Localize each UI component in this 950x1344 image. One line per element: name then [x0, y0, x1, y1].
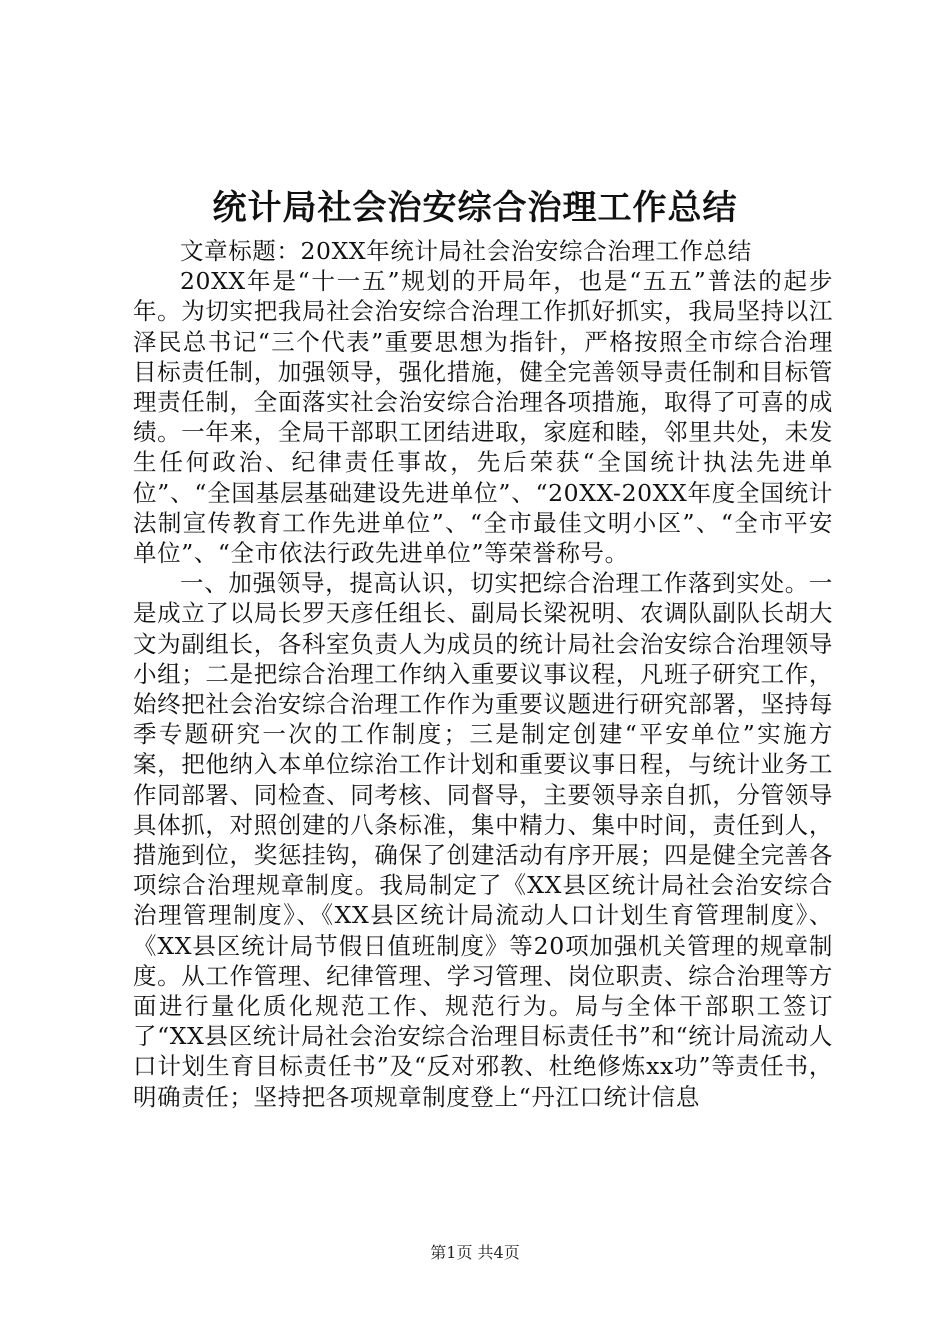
page-footer: 第1页 共4页	[430, 1243, 520, 1262]
document-title: 统计局社会治安综合治理工作总结	[212, 188, 738, 228]
article-title-line: 文章标题：20XX年统计局社会治安综合治理工作总结	[180, 237, 752, 265]
paragraph-intro: 20XX年是“十一五”规划的开局年，也是“五五”普法的起步年。为切实把我局社会治安综合治理工作抓好抓实，我局坚持以江泽民总书记“三个代表”重要思想为指针，严格按照全市综合治理目标责任制，加强领导，强化措施，健全完善领导责任制和目标管理责任制，全面落实社会治安综合治理各项措施，取得了可喜的成绩。一年来，全局干部职工团结进取，家庭和睦，邻里共处，未发生任何政治、纪律责任事故，先后荣获“全国统计执法先进单位”、“全国基层基础建设先进单位”、“20XX-20XX年度全国统计法制宣传教育工作先进单位”、“全市最佳文明小区”、“全市平安单位”、“全市依法行政先进单位”等荣誉称号。	[133, 267, 833, 568]
paragraph-section-one: 一、加强领导，提高认识，切实把综合治理工作落到实处。一是成立了以局长罗天彦任组长、副局长梁祝明、农调队副队长胡大文为副组长，各科室负责人为成员的统计局社会治安综合治理领导小组；二是把综合治理工作纳入重要议事议程，凡班子研究工作，始终把社会治安综合治理工作作为重要议题进行研究部署，坚持每季专题研究一次的工作制度；三是制定创建“平安单位”实施方案，把他纳入本单位综治工作计划和重要议事日程，与统计业务工作同部署、同检查、同考核、同督导，主要领导亲自抓，分管领导具体抓，对照创建的八条标准，集中精力、集中时间，责任到人，措施到位，奖惩挂钩，确保了创建活动有序开展；四是健全完善各项综合治理规章制度。我局制定了《XX县区统计局社会治安综合治理管理制度》、《XX县区统计局流动人口计划生育管理制度》、《XX县区统计局节假日值班制度》等20项加强机关管理的规章制度。从工作管理、纪律管理、学习管理、岗位职责、综合治理等方面进行量化质化规范工作、规范行为。局与全体干部职工签订了“XX县区统计局社会治安综合治理目标责任书”和“统计局流动人口计划生育目标责任书”及“反对邪教、杜绝修炼xx功”等责任书，明确责任；坚持把各项规章制度登上“丹江口统计信息	[133, 569, 833, 1111]
document-body	[133, 236, 833, 1112]
